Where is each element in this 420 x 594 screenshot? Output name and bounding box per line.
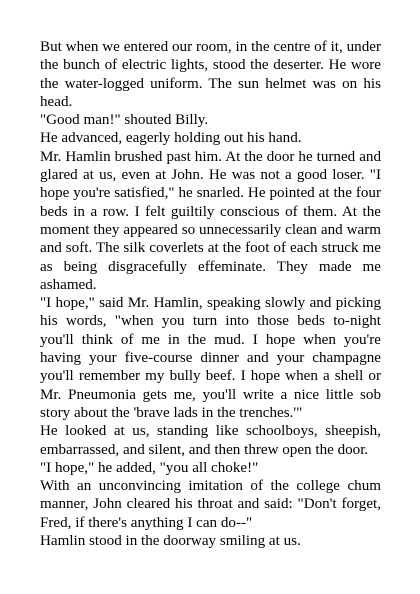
document-page (40, 38, 381, 550)
paragraph: "I hope," he added, "you all choke!" (40, 459, 259, 476)
paragraph: Mr. Hamlin brushed past him. At the door he turned and glared at us, even at John. He was not a good loser. "I hope you're satisfied," he snarled. He pointed at the four beds in a row. I felt guiltily conscious of them. At the moment they appeared so unnecessarily clean and warm and soft. The silk coverlets at the foot of each struck me as being disgracefully effeminate. They made me ashamed. (40, 148, 381, 293)
paragraph: Hamlin stood in the doorway smiling at us. (40, 533, 301, 550)
paragraph: "I hope," said Mr. Hamlin, speaking slowly and picking his words, "when you turn into those beds to-night you'll think of me in the mud. I hope when you're having your five-course dinner and your champagne you'll remember my bully beef. I hope when a shell or Mr. Pneumonia gets me, you'll write a nice little sob story about the 'brave lads in the trenches.'" (40, 295, 381, 421)
paragraph: He looked at us, standing like schoolboys, sheepish, embarrassed, and silent, and then threw open the door. (40, 423, 381, 458)
paragraph: But when we entered our room, in the centre of it, under the bunch of electric lights, stood the deserter. He wore the water-logged uniform. The sun helmet was on his head. (40, 39, 381, 110)
paragraph: "Good man!" shouted Billy. (40, 112, 209, 129)
paragraph: With an unconvincing imitation of the college chum manner, John cleared his throat and said: "Don't forget, Fred, if there's anything I can do--" (40, 478, 381, 531)
paragraph: He advanced, eagerly holding out his hand. (40, 130, 302, 147)
